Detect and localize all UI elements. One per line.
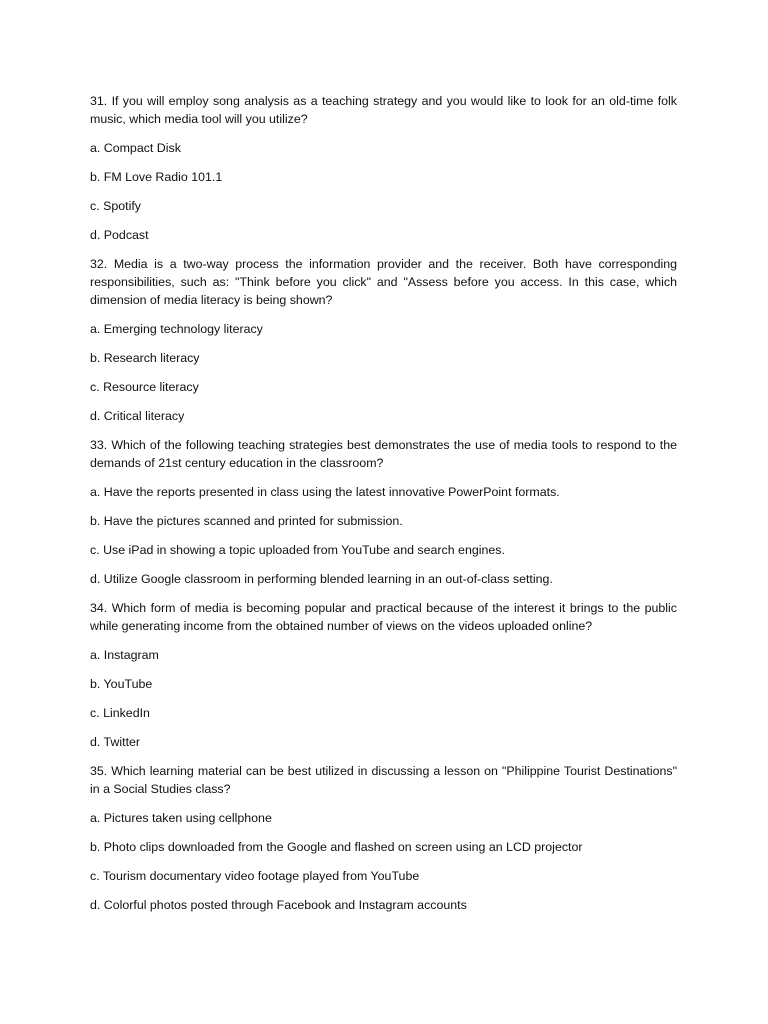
option-34-d: d. Twitter [90, 735, 141, 749]
question-33: 33. Which of the following teaching strategies best demonstrates the use of media tools to respond to the demands of 21st century education in the classroom? [90, 438, 677, 470]
option-31-b: b. FM Love Radio 101.1 [90, 170, 223, 184]
option-34-b: b. YouTube [90, 677, 153, 691]
option-32-d: d. Critical literacy [90, 409, 185, 423]
option-34-c: c. LinkedIn [90, 706, 150, 720]
option-33-a: a. Have the reports presented in class using the latest innovative PowerPoint formats. [90, 485, 560, 499]
option-32-b: b. Research literacy [90, 351, 200, 365]
question-block-34 [90, 599, 677, 751]
question-35: 35. Which learning material can be best utilized in discussing a lesson on "Philippine Tourist Destinations" in a Social Studies class? [90, 764, 677, 796]
question-32: 32. Media is a two-way process the information provider and the receiver. Both have corresponding responsibilities, such as: "Think before you click" and "Assess before you access. In this case, which dimension of media literacy is being shown? [90, 257, 677, 307]
option-35-b: b. Photo clips downloaded from the Google and flashed on screen using an LCD projector [90, 840, 583, 854]
option-31-c: c. Spotify [90, 199, 141, 213]
option-33-c: c. Use iPad in showing a topic uploaded from YouTube and search engines. [90, 543, 505, 557]
option-35-c: c. Tourism documentary video footage played from YouTube [90, 869, 420, 883]
document-page [90, 92, 677, 925]
option-32-c: c. Resource literacy [90, 380, 199, 394]
question-block-31 [90, 92, 677, 244]
question-31: 31. If you will employ song analysis as a teaching strategy and you would like to look for an old-time folk music, which media tool will you utilize? [90, 94, 677, 126]
question-block-33 [90, 436, 677, 588]
option-34-a: a. Instagram [90, 648, 159, 662]
option-35-d: d. Colorful photos posted through Facebook and Instagram accounts [90, 898, 467, 912]
option-32-a: a. Emerging technology literacy [90, 322, 263, 336]
option-33-d: d. Utilize Google classroom in performing blended learning in an out-of-class setting. [90, 572, 553, 586]
question-block-35 [90, 762, 677, 914]
question-34: 34. Which form of media is becoming popular and practical because of the interest it brings to the public while generating income from the obtained number of views on the videos uploaded online? [90, 601, 677, 633]
option-31-d: d. Podcast [90, 228, 149, 242]
question-block-32 [90, 255, 677, 425]
option-35-a: a. Pictures taken using cellphone [90, 811, 272, 825]
option-31-a: a. Compact Disk [90, 141, 181, 155]
option-33-b: b. Have the pictures scanned and printed for submission. [90, 514, 403, 528]
